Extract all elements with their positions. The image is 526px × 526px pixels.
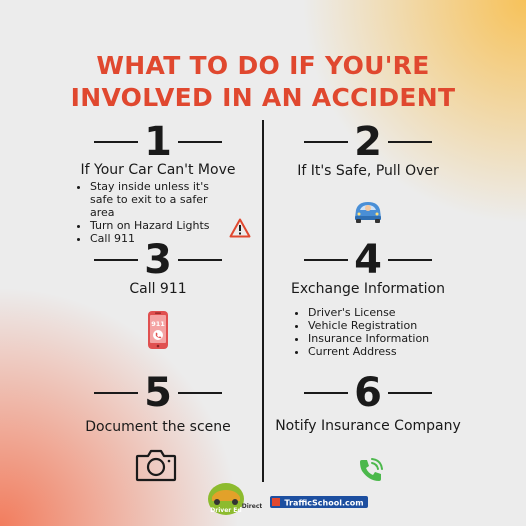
trafficschool-logo bbox=[270, 494, 368, 512]
title-line-1: WHAT TO DO IF YOU'RE bbox=[96, 51, 430, 80]
number-rule bbox=[178, 392, 222, 394]
step-4-number-row bbox=[288, 237, 448, 283]
step-3-heading: Call 911 bbox=[129, 281, 187, 297]
number-rule bbox=[94, 141, 138, 143]
title-line-2: INVOLVED IN AN ACCIDENT bbox=[70, 83, 456, 112]
step-2-number-row bbox=[288, 119, 448, 165]
step-5-number-row bbox=[78, 370, 238, 416]
number-rule bbox=[178, 259, 222, 261]
step-4-bullets bbox=[294, 306, 468, 358]
step-4-number: 4 bbox=[354, 237, 382, 283]
step-1-bullets bbox=[76, 180, 232, 245]
list-item: • Turn on Hazard Lights bbox=[90, 219, 232, 232]
list-item: • Stay inside unless it's safe to exit to a safer area bbox=[90, 180, 232, 219]
step-1-heading: If Your Car Can't Move bbox=[80, 162, 236, 178]
camera-icon bbox=[135, 448, 177, 482]
number-rule bbox=[388, 392, 432, 394]
phone-911-icon bbox=[147, 310, 169, 350]
number-rule bbox=[94, 259, 138, 261]
number-rule bbox=[178, 141, 222, 143]
step-2-heading: If It's Safe, Pull Over bbox=[297, 163, 439, 179]
step-6-number: 6 bbox=[354, 370, 382, 416]
step-3-number: 3 bbox=[144, 237, 172, 283]
trafficschool-logo-mark bbox=[270, 494, 368, 512]
list-item: • Current Address bbox=[308, 345, 468, 358]
driver-ed-direct-logo bbox=[206, 480, 262, 518]
number-rule bbox=[388, 141, 432, 143]
phone-ringing-icon bbox=[357, 456, 385, 484]
svg-text:Direct: Direct bbox=[241, 503, 262, 510]
number-rule bbox=[304, 392, 348, 394]
step-6-number-row bbox=[288, 370, 448, 416]
list-item: • Vehicle Registration bbox=[308, 319, 468, 332]
number-rule bbox=[304, 259, 348, 261]
hazard-triangle-icon bbox=[229, 218, 251, 238]
list-item: • Insurance Information bbox=[308, 332, 468, 345]
driver-ed-direct-logo-mark bbox=[206, 480, 262, 518]
step-5-number: 5 bbox=[144, 370, 172, 416]
svg-text:TrafficSchool.com: TrafficSchool.com bbox=[284, 498, 364, 508]
step-1-number-row bbox=[78, 119, 238, 165]
list-item: • Call 911 bbox=[90, 232, 232, 245]
step-5-heading: Document the scene bbox=[85, 419, 231, 435]
svg-text:Driver Ed: Driver Ed bbox=[210, 507, 242, 514]
number-rule bbox=[94, 392, 138, 394]
page-title bbox=[0, 50, 526, 114]
car-driver-icon bbox=[352, 196, 384, 224]
phone-911-text: 911 bbox=[151, 320, 165, 328]
list-item: • Driver's License bbox=[308, 306, 468, 319]
step-4-heading: Exchange Information bbox=[291, 281, 445, 297]
step-6-heading: Notify Insurance Company bbox=[275, 418, 461, 434]
number-rule bbox=[388, 259, 432, 261]
step-1-number: 1 bbox=[144, 119, 172, 165]
step-2-number: 2 bbox=[354, 119, 382, 165]
number-rule bbox=[304, 141, 348, 143]
